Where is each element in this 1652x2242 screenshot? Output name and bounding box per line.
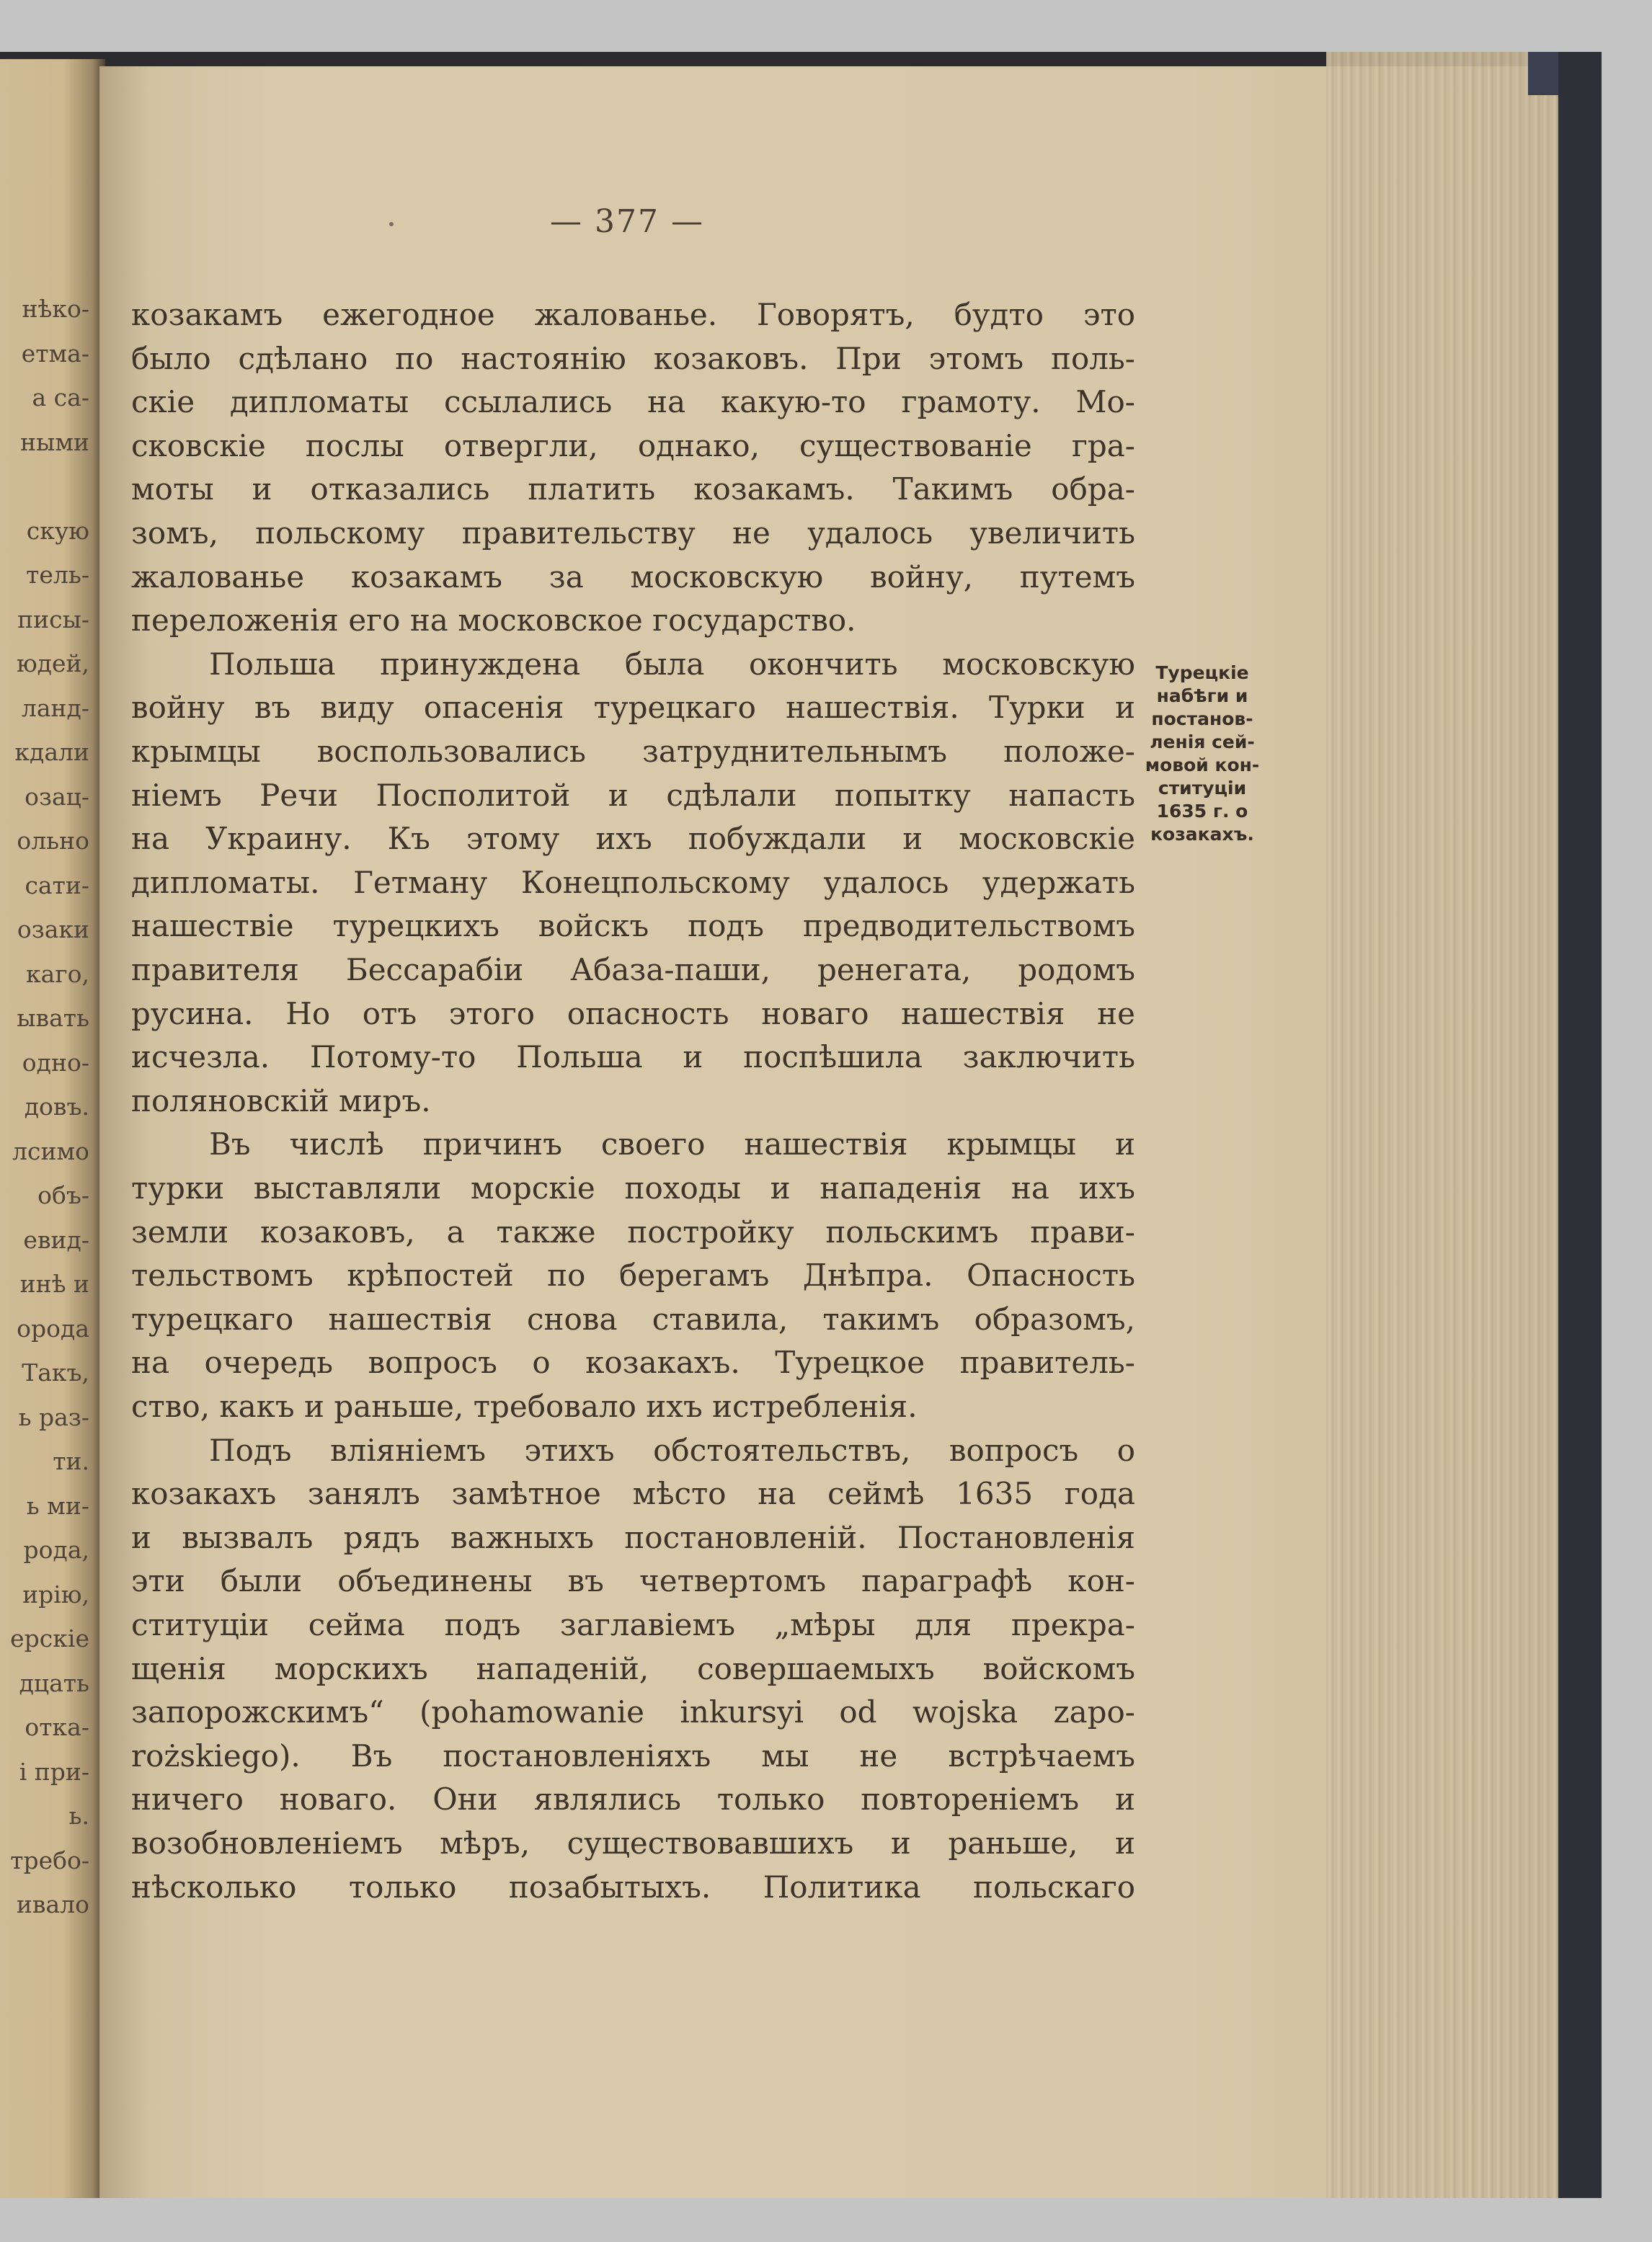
marginal-note-line: ленiя сей- [1150,731,1255,752]
left-page-line: нѣко- [22,295,89,323]
left-page-line: і при- [19,1757,89,1786]
body-line: было сдѣлано по настоянiю козаковъ. При этомъ поль- [131,340,1135,376]
body-line: rożskiego). Въ постановленiяхъ мы не встрѣчаемъ [131,1738,1135,1774]
body-line: ничего новаго. Они являлись только повторенiемъ и [131,1781,1135,1818]
left-page-line: рода, [23,1536,89,1564]
body-line: и вызвалъ рядъ важныхъ постановленiй. Постановленiя [131,1519,1135,1555]
marginal-note-line: постанов- [1151,708,1253,729]
left-page-line: ти. [53,1447,89,1475]
body-line: козакамъ ежегодное жалованье. Говорятъ, будто это [131,297,1135,332]
body-line: Въ числѣ причинъ своего нашествiя крымцы и [209,1126,1135,1162]
body-line: турецкаго нашествiя снова ставила, такимъ образомъ, [131,1301,1135,1337]
body-line: моты и отказались платить козакамъ. Такимъ обра- [131,471,1135,507]
body-line: ституцiи сейма подъ заглавiемъ „мѣры для прекра- [131,1607,1135,1642]
body-line: дипломаты. Гетману Конецпольскому удалось удержать [131,864,1135,900]
left-page-line: довъ. [24,1093,89,1121]
body-line: эти были объединены въ четвертомъ параграфѣ кон- [131,1563,1135,1599]
body-line: войну въ виду опасенiя турецкаго нашествiя. Турки и [131,690,1135,726]
left-page-line: дцать [19,1668,89,1697]
left-page-line: каго, [26,959,89,988]
body-line: на очередь вопросъ о козакахъ. Турецкое правитель- [131,1345,1135,1381]
left-page-line: ь раз- [18,1402,89,1431]
left-page-line: евид- [23,1225,89,1254]
body-line: нѣсколько только позабытыхъ. Политика польскаго [131,1869,1135,1905]
body-line: исчезла. Потому-то Польша и поспѣшила заключить [131,1039,1135,1075]
left-page-line: скую [26,516,89,545]
left-page-line: а са- [32,383,89,412]
marginal-note-line: набѣги и [1156,685,1248,706]
body-line: крымцы воспользовались затруднительнымъ положе- [131,734,1135,769]
left-page-line: сати- [25,871,89,899]
body-line: тельствомъ крѣпостей по берегамъ Днѣпра. Опасность [131,1258,1135,1294]
left-page-line: ивало [16,1890,89,1918]
left-page-line: кдали [14,738,89,766]
left-page-line: объ- [37,1181,89,1209]
body-line: правителя Бессарабiи Абаза-паши, ренегата, родомъ [131,952,1135,987]
left-page-fragment [0,59,105,2198]
marginal-note-line: козакахъ. [1150,824,1254,845]
left-page-line: ерскiе [10,1624,89,1652]
left-page-line: ланд- [21,693,89,722]
body-line: запорожскимъ“ (pohamowanie inkursyi od wojska zapo- [131,1694,1135,1730]
left-page-line: ольно [17,827,89,855]
body-line: ство, какъ и раньше, требовало ихъ истребленiя. [131,1389,918,1424]
marginal-note-line: Турецкiе [1155,662,1249,683]
left-page-line: одно- [22,1048,89,1077]
left-page-line: ными [20,427,89,456]
left-page-line: писы- [17,605,89,633]
body-line: турки выставляли морскiе походы и нападенiя на ихъ [131,1170,1135,1206]
marginal-note [1130,662,1274,846]
body-line: сковскiе послы отвергли, однако, существованiе гра- [131,427,1135,463]
body-line: земли козаковъ, а также постройку польскимъ прави- [131,1214,1135,1250]
marginal-note-line: ституцiи [1158,778,1247,799]
left-page-line: озац- [25,782,89,811]
body-line: скiе дипломаты ссылались на какую-то грамоту. Мо- [131,384,1135,420]
left-page-line: ь ми- [26,1491,89,1520]
page-number: — 377 — [550,203,704,240]
left-page-line: озаки [17,915,89,943]
ink-dot [389,222,394,226]
body-line: козакахъ занялъ замѣтное мѣсто на сеймѣ 1635 года [131,1476,1135,1512]
left-page-line: инѣ и [19,1270,89,1298]
page-edges [1326,52,1558,2198]
left-page-line: Такъ, [22,1358,89,1387]
left-page-line: отка- [25,1713,89,1741]
left-page-line: ь. [68,1802,89,1830]
body-line: на Украину. Къ этому ихъ побуждали и московскiе [131,821,1135,857]
left-page-line: требо- [10,1846,89,1874]
body-line: возобновленiемъ мѣръ, существовавшихъ и раньше, и [131,1825,1135,1861]
body-line: Подъ влiянiемъ этихъ обстоятельствъ, вопросъ о [209,1432,1135,1468]
body-line: жалованье козакамъ за московскую войну, путемъ [131,559,1135,595]
body-line: переложенiя его на московское государство. [131,602,856,639]
body-line: щенiя морскихъ нападенiй, совершаемыхъ войскомъ [131,1650,1135,1686]
book-cover-edge [1558,52,1602,2198]
marginal-note-line: мовой кон- [1145,755,1260,775]
left-page-line: тель- [26,561,89,589]
marginal-note-line: 1635 г. о [1156,801,1248,822]
body-line: Польша принуждена была окончить московскую [209,646,1135,682]
body-line: нашествiе турецкихъ войскъ подъ предводительствомъ [131,908,1135,944]
left-page-line: юдей, [16,649,89,677]
left-page-line: ирiю, [22,1580,89,1609]
left-page-line: етма- [21,339,89,368]
body-line: зомъ, польскому правительству не удалось увеличить [131,515,1135,551]
left-page-line: лсимо [12,1136,89,1165]
left-page-line: орода [17,1314,89,1343]
body-line: русина. Но отъ этого опасность новаго нашествiя не [131,995,1135,1031]
body-line: нiемъ Речи Посполитой и сдѣлали попытку напасть [131,777,1135,813]
left-page-line: ывать [17,1004,89,1032]
body-line: поляновскiй миръ. [131,1082,431,1118]
